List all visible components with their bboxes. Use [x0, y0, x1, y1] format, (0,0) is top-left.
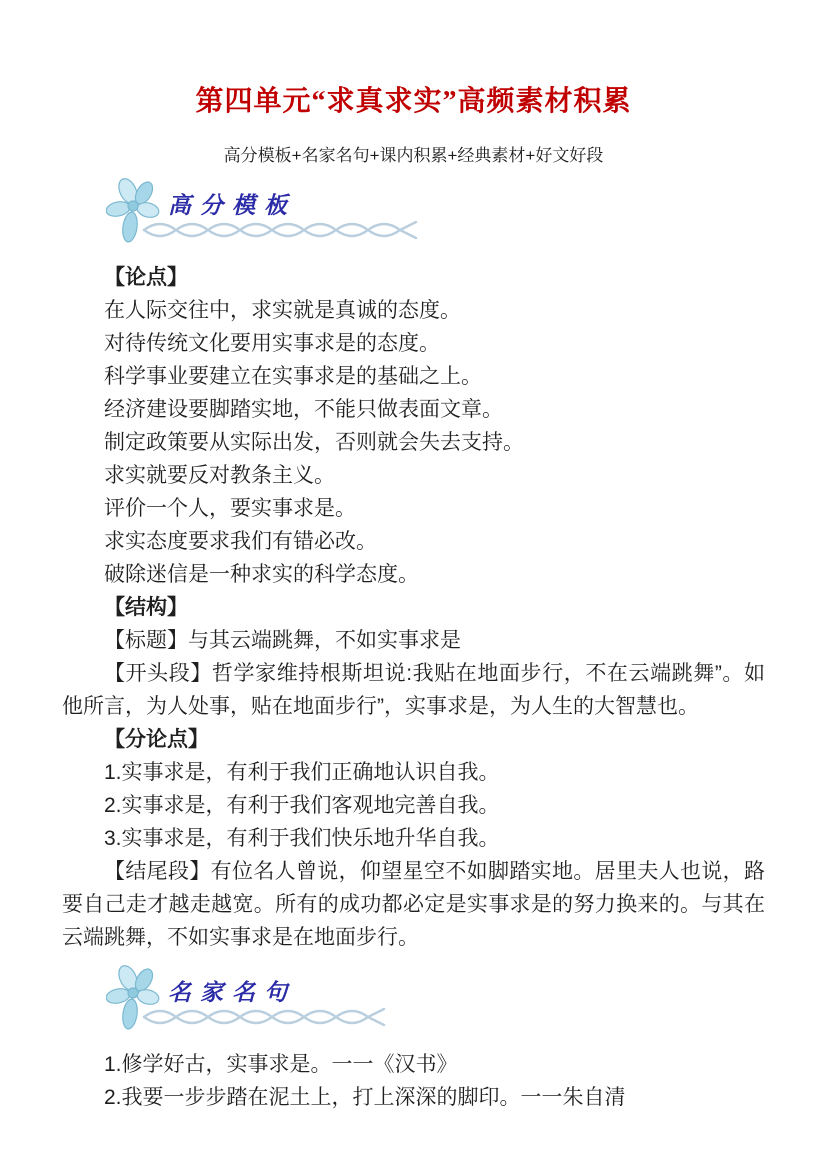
heading-subpoints: 【分论点】	[104, 728, 209, 751]
subpoint-line: 2.实事求是，有利于我们客观地完善自我。	[104, 794, 500, 817]
quote-line: 1.修学好古，实事求是。一一《汉书》	[104, 1053, 458, 1076]
viewpoint-line: 在人际交往中，求实就是真诚的态度。	[104, 299, 461, 322]
banner-template	[62, 181, 765, 245]
structure-title-line: 【标题】与其云端跳舞，不如实事求是	[104, 629, 461, 652]
banner-quotes	[62, 968, 765, 1032]
banner-quotes-label: 名家名句	[168, 980, 296, 1005]
banner-template-label: 高分模板	[168, 193, 296, 218]
famous-quotes-block	[62, 1048, 765, 1114]
page-subtitle: 高分模板+名家名句+课内积累+经典素材+好文好段	[223, 146, 604, 165]
heading-structure: 【结构】	[104, 596, 188, 619]
quote-line: 2.我要一步步踏在泥土上，打上深深的脚印。一一朱自清	[104, 1086, 626, 1109]
viewpoint-line: 求实态度要求我们有错必改。	[104, 530, 377, 553]
subpoint-line: 3.实事求是，有利于我们快乐地升华自我。	[104, 827, 500, 850]
structure-closing-paragraph: 【结尾段】有位名人曾说，仰望星空不如脚踏实地。居里夫人也说，路要自己走才越走越宽。所有的成功都必定是实事求是的努力换来的。与其在云端跳舞，不如实事求是在地面步行。	[62, 860, 765, 949]
wave-divider-icon	[140, 219, 420, 246]
viewpoint-line: 对待传统文化要用实事求是的态度。	[104, 332, 440, 355]
page-title: 第四单元“求真求实”高频素材积累	[195, 86, 632, 117]
viewpoint-line: 求实就要反对教条主义。	[104, 464, 335, 487]
viewpoint-line: 经济建设要脚踏实地，不能只做表面文章。	[104, 398, 503, 421]
structure-opening-paragraph: 【开头段】哲学家维持根斯坦说:我贴在地面步行，不在云端跳舞”。如他所言，为人处事，贴在地面步行”，实事求是，为人生的大智慧也。	[62, 662, 765, 718]
viewpoint-line: 制定政策要从实际出发，否则就会失去支持。	[104, 431, 524, 454]
wave-divider-icon	[140, 1006, 400, 1033]
viewpoint-line: 科学事业要建立在实事求是的基础之上。	[104, 365, 482, 388]
heading-viewpoints: 【论点】	[104, 266, 188, 289]
subpoint-line: 1.实事求是，有利于我们正确地认识自我。	[104, 761, 500, 784]
viewpoint-line: 评价一个人，要实事求是。	[104, 497, 356, 520]
viewpoint-line: 破除迷信是一种求实的科学态度。	[104, 563, 419, 586]
